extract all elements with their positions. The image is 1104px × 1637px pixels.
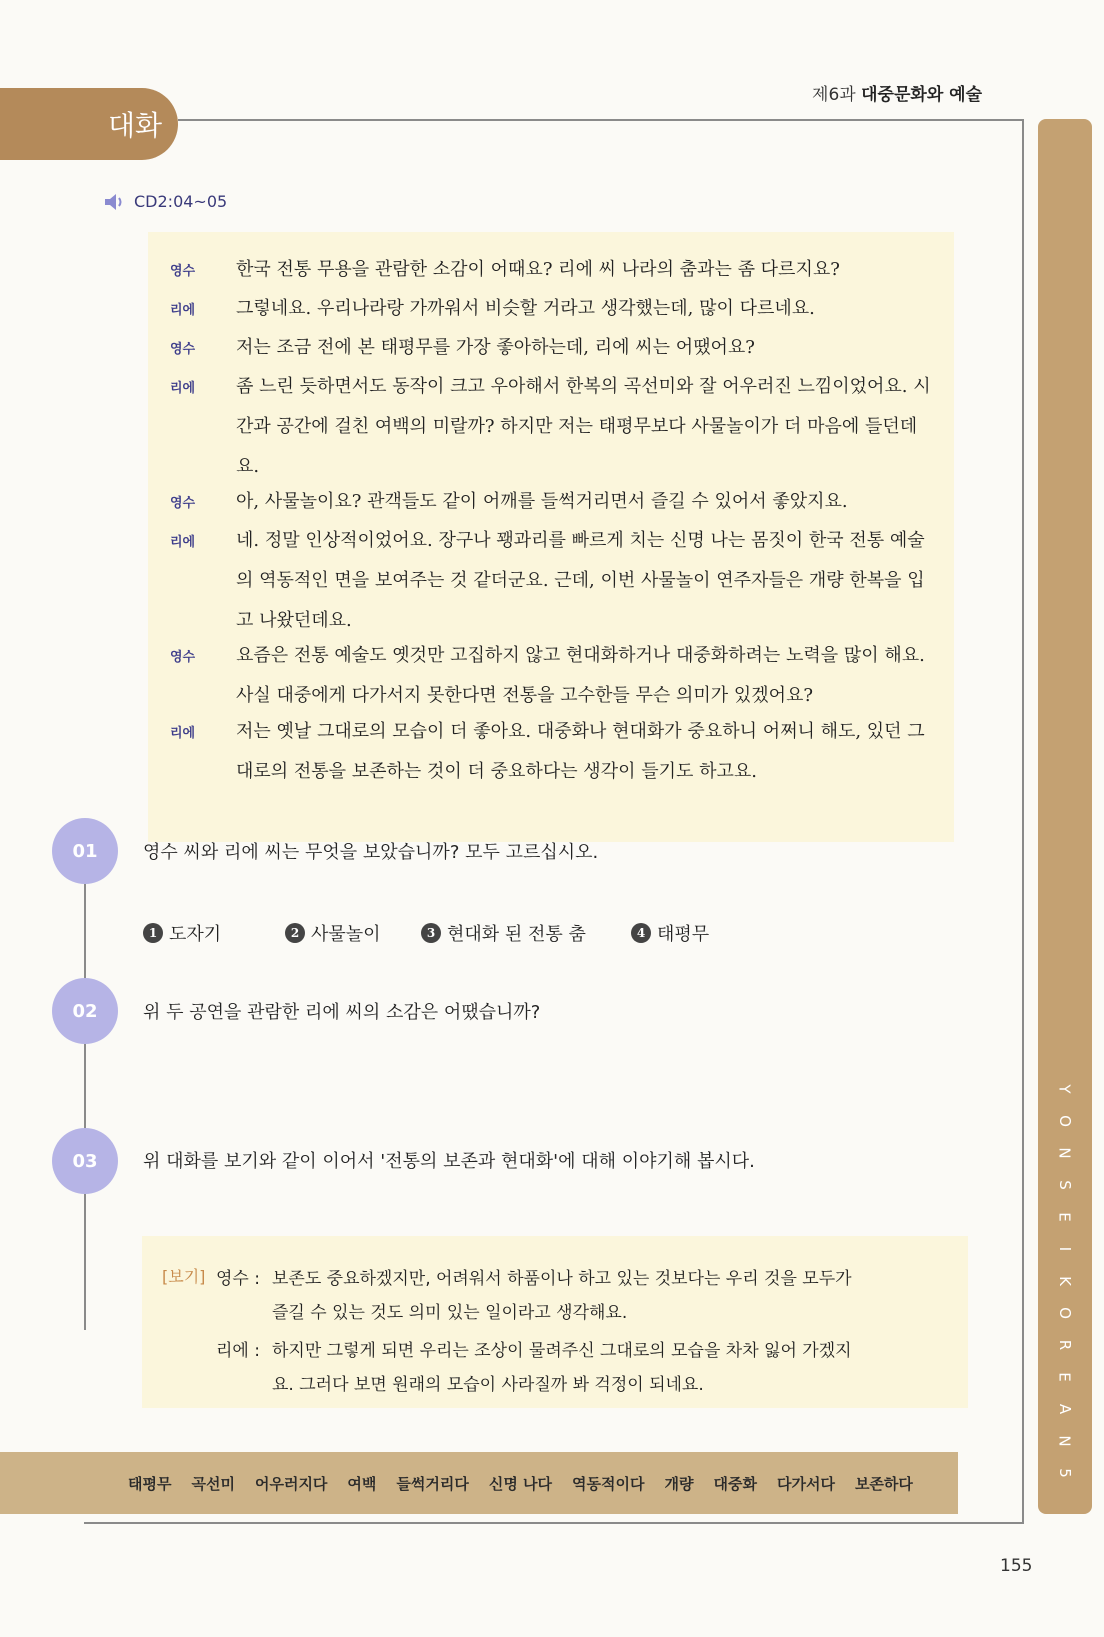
dialogue-text: 요즘은 전통 예술도 옛것만 고집하지 않고 현대화하거나 대중화하려는 노력을 많이 해요. 사실 대중에게 다가서지 못한다면 전통을 고수한들 무슨 의미가 있겠어요? — [236, 645, 925, 706]
side-letter: S — [1056, 1180, 1074, 1190]
dialogue-speaker: 리에 — [170, 303, 196, 318]
side-letter: O — [1056, 1115, 1074, 1127]
vocab-word: 보존하다 — [854, 1474, 913, 1493]
speaker-icon — [104, 193, 126, 211]
example-box — [142, 1236, 968, 1408]
audio-label: CD2:04~05 — [134, 192, 228, 211]
chapter-heading — [812, 80, 982, 105]
option-number: 1 — [143, 923, 163, 943]
example-line: 즐길 수 있는 것도 의미 있는 일이라고 생각해요. — [272, 1303, 628, 1323]
side-letter: 5 — [1055, 1468, 1074, 1478]
dialogue-speaker: 영수 — [170, 496, 196, 511]
option-label: 태평무 — [657, 924, 710, 945]
example-speaker: 영수 : — [216, 1269, 260, 1289]
vocab-word: 들썩거리다 — [396, 1474, 469, 1493]
vocab-word: 태평무 — [128, 1474, 172, 1493]
example-line: 하지만 그렇게 되면 우리는 조상이 물려주신 그대로의 모습을 차차 잃어 가겠지 — [272, 1341, 852, 1361]
vocab-word: 대중화 — [713, 1474, 757, 1493]
option-number: 3 — [421, 923, 441, 943]
dialogue-speaker: 리에 — [170, 381, 196, 396]
dialogue-text: 아, 사물놀이요? 관객들도 같이 어깨를 들썩거리면서 즐길 수 있어서 좋았지요. — [236, 491, 848, 512]
question-number-badge: 01 — [52, 818, 118, 884]
side-letter: E — [1055, 1372, 1074, 1382]
dialogue-text: 저는 옛날 그대로의 모습이 더 좋아요. 대중화나 현대화가 중요하니 어쩌니 해도, 있던 그대로의 전통을 보존하는 것이 더 중요하다는 생각이 들기도 하고요. — [236, 721, 925, 782]
frame-bottom — [84, 1522, 1024, 1524]
dialogue-text: 그렇네요. 우리나라랑 가까워서 비슷할 거라고 생각했는데, 많이 다르네요. — [236, 298, 815, 319]
side-letter: K — [1056, 1276, 1074, 1286]
question-number-badge: 02 — [52, 978, 118, 1044]
dialogue-speaker: 영수 — [170, 264, 196, 279]
chapter-number: 제6과 — [812, 85, 856, 105]
option-number: 2 — [285, 923, 305, 943]
question-number-badge: 03 — [52, 1128, 118, 1194]
frame-right — [1022, 119, 1024, 1524]
dialogue-text: 좀 느린 듯하면서도 동작이 크고 우아해서 한복의 곡선미와 잘 어우러진 느낌이었어요. 시간과 공간에 걸친 여백의 미랄까? 하지만 저는 태평무보다 사물놀이가 더 마음에 들던데요. — [236, 376, 931, 477]
option-item[interactable] — [285, 920, 421, 946]
option-item[interactable] — [631, 920, 709, 946]
frame-top — [178, 119, 1024, 121]
question-text: 위 두 공연을 관람한 리에 씨의 소감은 어땠습니까? — [143, 1002, 541, 1023]
option-item[interactable] — [421, 920, 631, 946]
example-line: 보존도 중요하겠지만, 어려워서 하품이나 하고 있는 것보다는 우리 것을 모두가 — [272, 1269, 852, 1289]
dialogue-box — [148, 232, 954, 842]
side-letter: R — [1056, 1339, 1074, 1351]
dialogue-speaker: 영수 — [170, 342, 196, 357]
side-letter: E — [1055, 1212, 1074, 1222]
option-label: 사물놀이 — [311, 924, 381, 945]
dialogue-speaker: 리에 — [170, 726, 196, 741]
vocab-word: 어우러지다 — [254, 1474, 328, 1493]
example-line: 요. 그러다 보면 원래의 모습이 사라질까 봐 걱정이 되네요. — [272, 1375, 704, 1395]
vocab-word: 여백 — [347, 1474, 377, 1493]
chapter-title: 대중문화와 예술 — [861, 85, 982, 105]
vocab-word: 신명 나다 — [488, 1474, 553, 1493]
vocab-word: 다가서다 — [776, 1474, 835, 1493]
vocab-word: 곡선미 — [191, 1474, 235, 1493]
side-letter: N — [1055, 1435, 1074, 1447]
option-number: 4 — [631, 923, 651, 943]
frame-left — [84, 860, 86, 1330]
option-label: 도자기 — [169, 924, 222, 945]
side-letter: A — [1055, 1403, 1074, 1415]
dialogue-text: 한국 전통 무용을 관람한 소감이 어때요? 리에 씨 나라의 춤과는 좀 다르지요? — [236, 259, 840, 280]
vocabulary-bar — [0, 1452, 958, 1514]
option-item[interactable] — [143, 920, 285, 946]
dialogue-speaker: 영수 — [170, 650, 196, 665]
side-letter: I — [1056, 1246, 1074, 1252]
side-tab-label — [1038, 1080, 1092, 1510]
answer-options — [143, 920, 709, 946]
dialogue-text: 저는 조금 전에 본 태평무를 가장 좋아하는데, 리에 씨는 어땠어요? — [236, 337, 755, 358]
side-letter: O — [1056, 1307, 1074, 1319]
example-tag: [보기] — [162, 1267, 206, 1286]
example-speaker: 리에 : — [216, 1341, 260, 1361]
side-letter: N — [1055, 1147, 1074, 1159]
side-letter: Y — [1055, 1084, 1074, 1094]
section-tab: 대화 — [0, 88, 178, 160]
dialogue-text: 네. 정말 인상적이었어요. 장구나 꽹과리를 빠르게 치는 신명 나는 몸짓이 한국 전통 예술의 역동적인 면을 보여주는 것 같더군요. 근데, 이번 사물놀이 연주자들은 개량 한복을 입고 나왔던데요. — [236, 530, 925, 631]
dialogue-speaker: 리에 — [170, 535, 196, 550]
question-text: 위 대화를 보기와 같이 이어서 '전통의 보존과 현대화'에 대해 이야기해 봅시다. — [143, 1151, 755, 1172]
option-label: 현대화 된 전통 춤 — [447, 924, 586, 945]
audio-track[interactable] — [104, 192, 227, 211]
question-text: 영수 씨와 리에 씨는 무엇을 보았습니까? 모두 고르십시오. — [143, 842, 599, 863]
vocab-word: 역동적이다 — [572, 1474, 645, 1493]
vocab-word: 개량 — [664, 1474, 694, 1493]
page-number: 155 — [1000, 1556, 1033, 1576]
